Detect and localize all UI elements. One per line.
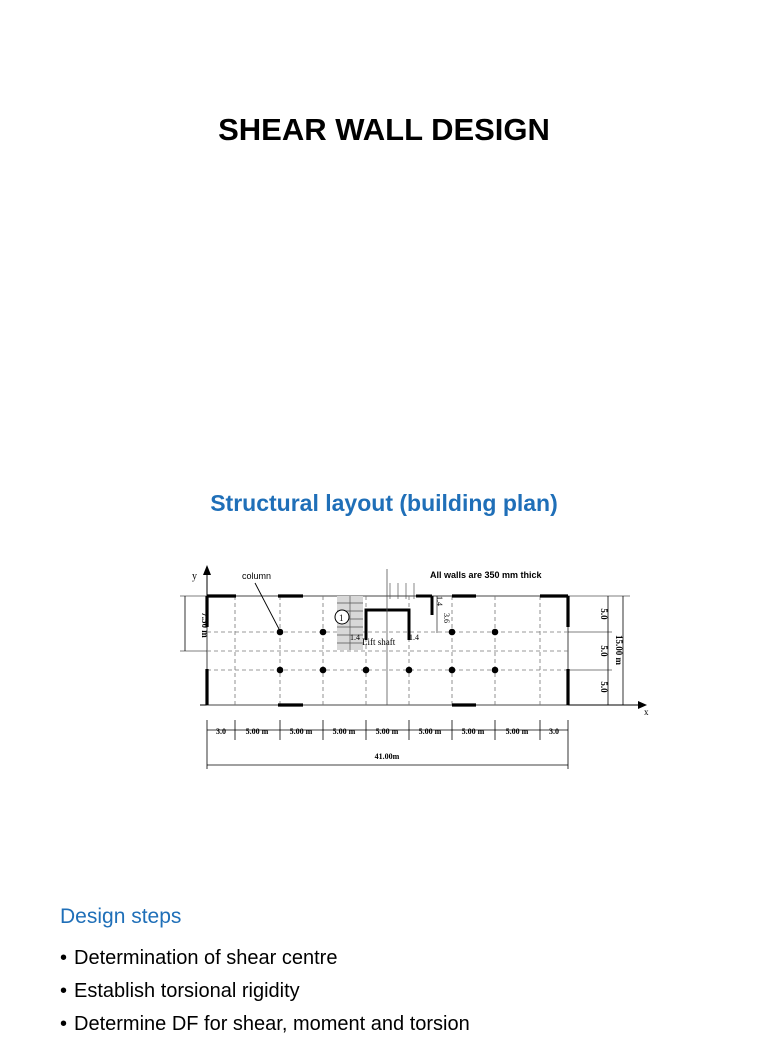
list-item: [60, 944, 470, 977]
list-item: [60, 1010, 470, 1043]
design-steps-list: [60, 944, 470, 1043]
step-text: Establish torsional rigidity: [74, 980, 300, 1002]
design-steps-heading: Design steps: [60, 905, 182, 928]
wall-thickness-note: All walls are 350 mm thick: [430, 570, 542, 580]
lift-dim-top: 1.4: [435, 596, 444, 606]
bullet-icon: •: [60, 1013, 68, 1035]
stair-lines-right: [390, 583, 414, 599]
bottom-dim-8: 5.00 m: [505, 727, 529, 736]
step-text: Determination of shear centre: [74, 947, 338, 969]
building-outline: [207, 596, 568, 705]
list-item: [60, 977, 470, 1010]
bottom-dim-3: 5.00 m: [289, 727, 313, 736]
bottom-dim-4: 5.00 m: [332, 727, 356, 736]
shear-walls: [207, 596, 568, 705]
right-dim-3: 5.0: [599, 681, 609, 693]
right-dim-2: 5.0: [599, 645, 609, 657]
bottom-dim-2: 5.00 m: [245, 727, 269, 736]
bottom-dim-5: 5.00 m: [375, 727, 399, 736]
axis-y-label: y: [192, 571, 197, 582]
slide-subtitle: Structural layout (building plan): [210, 490, 558, 516]
lift-dim-right: 1.4: [409, 633, 419, 642]
grid-vertical: [235, 596, 540, 705]
shear-wall-marker-label: 1: [339, 613, 344, 623]
right-dim-1: 5.0: [599, 608, 609, 620]
columns: [277, 629, 499, 674]
bottom-dim-6: 5.00 m: [418, 727, 442, 736]
building-plan-diagram: [160, 555, 660, 780]
axis-x-label: x: [644, 707, 649, 717]
bottom-dim-7: 5.00 m: [461, 727, 485, 736]
left-dim-label: 7.50 m: [200, 612, 210, 638]
bullet-icon: •: [60, 980, 68, 1002]
y-axis-arrow: [203, 565, 211, 575]
bullet-icon: •: [60, 947, 68, 969]
column-leader: [255, 583, 279, 629]
column-label: column: [242, 571, 272, 581]
lift-dim-side: 3.6: [442, 613, 451, 623]
slide-title: SHEAR WALL DESIGN: [218, 112, 550, 147]
step-text: Determine DF for shear, moment and torsion: [74, 1013, 470, 1035]
lift-shaft-label: Lift shaft: [362, 637, 396, 647]
total-width-label: 41.00m: [374, 752, 400, 761]
bottom-dim-9: 3.0: [549, 727, 559, 736]
total-height-label: 15.00 m: [614, 635, 624, 665]
lift-shaft-walls: [366, 596, 432, 640]
bottom-dim-1: 3.0: [216, 727, 226, 736]
lift-dim-left: 1.4: [350, 633, 360, 642]
